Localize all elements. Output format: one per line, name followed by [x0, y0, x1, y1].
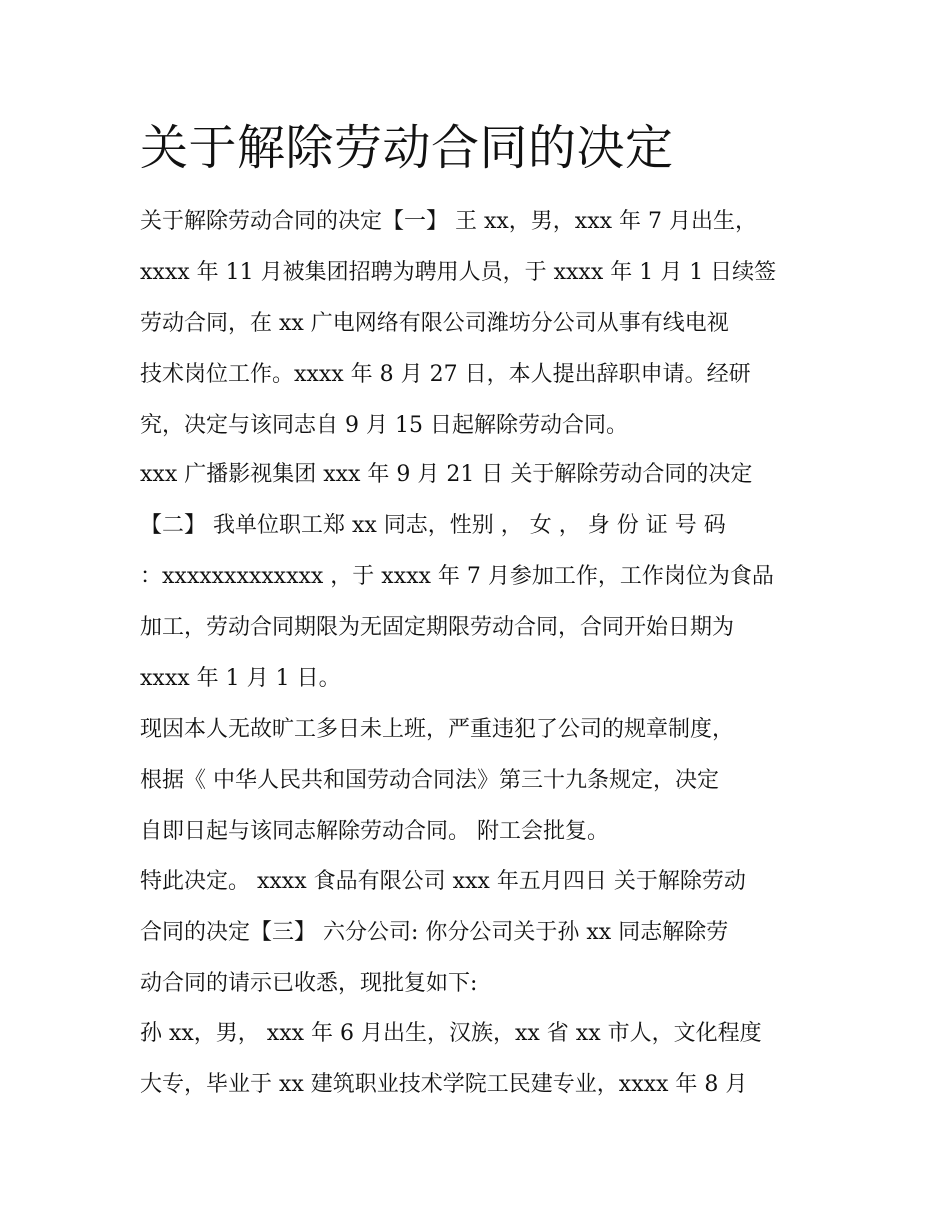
paragraph-line: 【二】 我单位职工郑 xx 同志，性别 ， 女 ， 身 份 证 号 码 — [140, 513, 726, 538]
paragraph-line: 自即日起与该同志解除劳动合同。 附工会批复。 — [140, 819, 609, 844]
paragraph-line: 技术岗位工作。xxxx 年 8 月 27 日，本人提出辞职申请。经研 — [140, 362, 751, 387]
paragraph-line: 究，决定与该同志自 9 月 15 日起解除劳动合同。 — [140, 413, 628, 438]
paragraph-line: 孙 xx，男， xxx 年 6 月出生，汉族，xx 省 xx 市人，文化程度 — [140, 1021, 762, 1046]
paragraph-line: 动合同的请示已收悉，现批复如下: — [140, 971, 478, 996]
paragraph-line: 现因本人无故旷工多日未上班，严重违犯了公司的规章制度， — [140, 717, 735, 742]
paragraph-line: 加工，劳动合同期限为无固定期限劳动合同，合同开始日期为 — [140, 615, 735, 640]
paragraph-line: 关于解除劳动合同的决定【一】 王 xx，男，xxx 年 7 月出生， — [140, 209, 758, 234]
document-title: 关于解除劳动合同的决定 — [140, 120, 674, 176]
paragraph-line: xxxx 年 1 月 1 日。 — [140, 666, 341, 691]
paragraph-line: 劳动合同，在 xx 广电网络有限公司潍坊分公司从事有线电视 — [140, 311, 729, 336]
paragraph-line: 特此决定。 xxxx 食品有限公司 xxx 年五月四日 关于解除劳动 — [140, 869, 746, 894]
paragraph-line: ：xxxxxxxxxxxxx ，于 xxxx 年 7 月参加工作，工作岗位为食品 — [140, 564, 774, 589]
paragraph-line: 大专，毕业于 xx 建筑职业技术学院工民建专业，xxxx 年 8 月 — [140, 1072, 748, 1097]
paragraph-line: xxxx 年 11 月被集团招聘为聘用人员，于 xxxx 年 1 月 1 日续签 — [140, 260, 777, 285]
paragraph-line: 根据《 中华人民共和国劳动合同法》第三十九条规定，决定 — [140, 768, 719, 793]
paragraph-line: xxx 广播影视集团 xxx 年 9 月 21 日 关于解除劳动合同的决定 — [140, 462, 753, 487]
paragraph-line: 合同的决定【三】 六分公司: 你分公司关于孙 xx 同志解除劳 — [140, 920, 729, 945]
